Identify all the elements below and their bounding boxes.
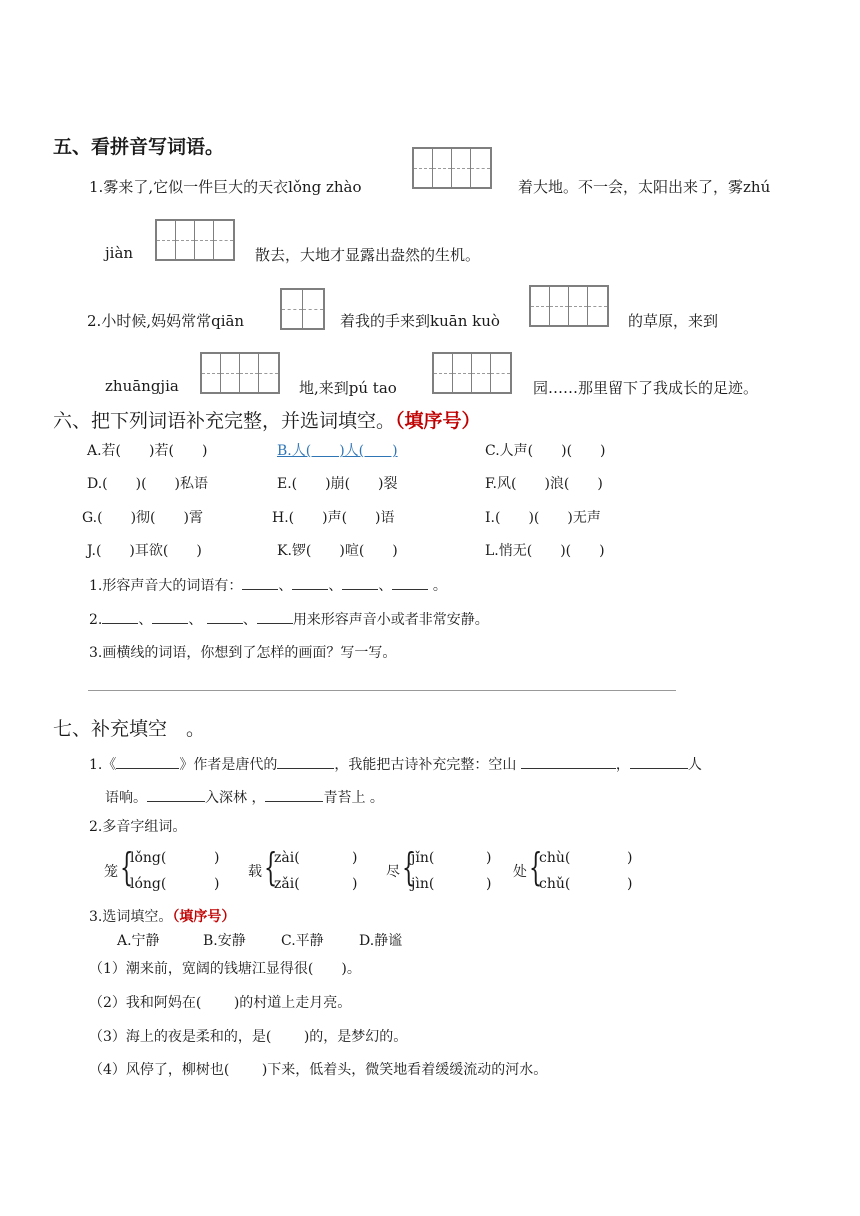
answer-blank[interactable] <box>630 768 688 769</box>
answer-blank[interactable] <box>292 589 328 590</box>
answer-blank[interactable] <box>521 768 616 769</box>
option-A: A.宁静 <box>117 933 160 949</box>
option-C: C.平静 <box>281 933 324 949</box>
pinyin-longzhao: lǒng zhào <box>288 178 362 196</box>
brace-icon: { <box>402 845 416 889</box>
paren: ) <box>352 876 358 892</box>
poly-char-jin: 尽 <box>386 864 400 880</box>
idiom-I: I.( )( )无声 <box>485 510 601 526</box>
answer-blank[interactable] <box>265 801 323 802</box>
q5-1-part-a: 雾来了,它似一件巨大的天衣 <box>103 178 289 196</box>
writing-line[interactable] <box>88 690 676 691</box>
idiom-K: K.锣( )喧( ) <box>277 543 398 559</box>
answer-blank[interactable] <box>277 768 334 769</box>
sec7-q1-line1: 1.《 》作者是唐代的 ，我能把古诗补充完整：空山 ， 人 <box>89 757 702 773</box>
paren: ) <box>486 850 492 866</box>
idiom-J: J.( )耳欲( ) <box>87 543 202 559</box>
pinyin-jian: jiàn <box>105 244 134 262</box>
sentence-4: （4）风停了，柳树也( )下来，低着头，微笑地看着缓缓流动的河水。 <box>89 1062 548 1078</box>
poly-char-chu: 处 <box>513 864 527 880</box>
tianzige-zhuangjia[interactable] <box>200 352 280 394</box>
brace-icon: { <box>529 845 543 889</box>
idiom-G: G.( )彻( )霄 <box>82 510 203 526</box>
poly-reading: zǎi( <box>274 876 300 892</box>
idiom-C: C.人声( )( ) <box>485 443 606 459</box>
tianzige-zhujian[interactable] <box>155 219 235 261</box>
sec7-q3-title: 3.选词填空。（填序号） <box>89 909 236 925</box>
section-6-note: （填序号） <box>395 410 481 432</box>
poly-reading: zài( <box>274 850 300 866</box>
pinyin-putao: pú tao <box>348 379 397 397</box>
q5-2-part-c: 的草原，来到 <box>628 312 719 330</box>
sec6-q1: 1.形容声音大的词语有： 、 、 、 。 <box>89 578 447 594</box>
q5-1-text-a <box>89 176 362 197</box>
idiom-F: F.风( )浪( ) <box>485 476 603 492</box>
q5-2-text-d: 地,来到pú tao <box>299 379 397 397</box>
paren: ) <box>627 876 633 892</box>
paren: ) <box>214 876 220 892</box>
poly-reading: jǐn( <box>411 850 435 866</box>
option-B: B.安静 <box>203 933 246 949</box>
paren: ) <box>486 876 492 892</box>
poly-reading: lóng( <box>130 876 167 892</box>
sec6-q3: 3.画横线的词语，你想到了怎样的画面？写一写。 <box>89 645 397 661</box>
option-D: D.静谧 <box>359 933 403 949</box>
sec7-q1-line2: 语响。 入深林 ， 青苔上 。 <box>105 790 384 806</box>
section-5-title: 五、看拼音写词语。 <box>53 136 225 158</box>
tianzige-qian[interactable] <box>280 288 325 330</box>
poly-char-zai: 载 <box>248 864 262 880</box>
sec6-q2: 2. 、 、 、 用来形容声音小或者非常安静。 <box>89 612 489 628</box>
sentence-2: （2）我和阿妈在( )的村道上走月亮。 <box>89 995 352 1011</box>
pinyin-kuankuo: kuān kuò <box>430 312 500 330</box>
sec7-q2-title: 2.多音字组词。 <box>89 819 187 835</box>
answer-blank[interactable] <box>102 623 138 624</box>
pinyin-zhu: zhú <box>743 178 771 196</box>
poly-char-long: 笼 <box>104 864 118 880</box>
idiom-A: A.若( )若( ) <box>87 443 208 459</box>
answer-blank[interactable] <box>342 589 378 590</box>
q5-1-part-c: 散去，大地才显露出盎然的生机。 <box>255 246 481 264</box>
answer-blank[interactable] <box>392 589 428 590</box>
poly-reading: jìn( <box>411 876 435 892</box>
idiom-L: L.悄无( )( ) <box>485 543 605 559</box>
sentence-3: （3）海上的夜是柔和的，是( )的，是梦幻的。 <box>89 1029 408 1045</box>
brace-icon: { <box>264 845 278 889</box>
section-6-title: 六、把下列词语补充完整，并选词填空。（填序号） <box>53 410 481 432</box>
answer-blank[interactable] <box>257 623 293 624</box>
answer-blank[interactable] <box>207 623 243 624</box>
paren: ) <box>352 850 358 866</box>
q5-2-text-b: 着我的手来到kuān kuò <box>340 312 500 330</box>
tianzige-putao[interactable] <box>432 352 512 394</box>
q5-1-part-b: 着大地。不一会，太阳出来了，雾zhú <box>518 178 771 196</box>
paren: ) <box>214 850 220 866</box>
poly-reading: chù( <box>539 850 571 866</box>
tianzige-kuankuo[interactable] <box>529 285 609 327</box>
tianzige-longzhao[interactable] <box>412 147 492 189</box>
section-7-title: 七、补充填空 。 <box>53 718 206 740</box>
poly-reading: lǒng( <box>130 850 167 866</box>
q5-2-text-a: 2.小时候,妈妈常常qiān <box>87 312 245 330</box>
q5-2-part-e: 园……那里留下了我成长的足迹。 <box>533 379 759 397</box>
pinyin-zhuangjia: zhuāngjia <box>105 377 179 395</box>
sec7-q3-note: （填序号） <box>172 909 236 925</box>
idiom-E: E.( )崩( )裂 <box>277 476 398 492</box>
poly-reading: chǔ( <box>539 876 571 892</box>
idiom-D: D.( )( )私语 <box>87 476 209 492</box>
answer-blank[interactable] <box>147 801 205 802</box>
answer-blank[interactable] <box>242 589 278 590</box>
brace-icon: { <box>120 845 134 889</box>
paren: ) <box>627 850 633 866</box>
idiom-H: H.( )声( )语 <box>272 510 395 526</box>
q5-1-num: 1. <box>89 178 104 196</box>
idiom-B: B.人( )人( ) <box>277 443 398 459</box>
pinyin-qian: qiān <box>211 312 245 330</box>
sentence-1: （1）潮来前，宽阔的钱塘江显得很( )。 <box>89 961 361 977</box>
answer-blank[interactable] <box>152 623 188 624</box>
answer-blank[interactable] <box>116 768 179 769</box>
